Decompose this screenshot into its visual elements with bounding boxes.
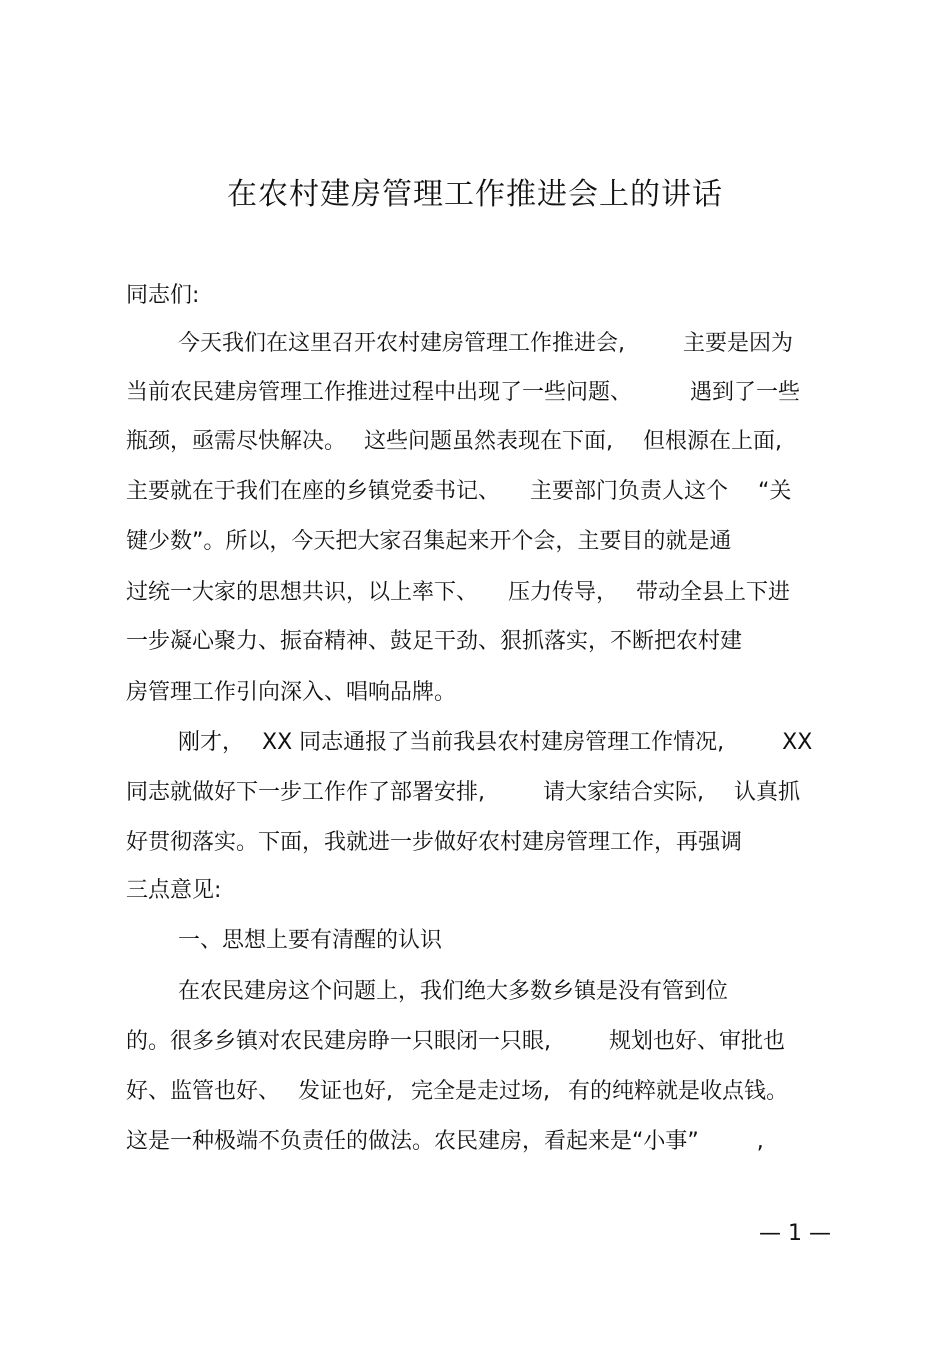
- salutation: 同志们:: [126, 283, 200, 308]
- text-segment: 瓶颈，亟需尽快解决。: [126, 429, 347, 454]
- paragraph-1-line-1: [178, 328, 793, 360]
- paragraph-3-line-4: [126, 1126, 764, 1158]
- paragraph-1-line-2: [126, 377, 800, 409]
- text-segment: 主要就在于我们在座的乡镇党委书记、: [126, 479, 501, 504]
- text-segment: 过统一大家的思想共识，以上率下、: [126, 580, 479, 605]
- text-segment: 主要是因为: [683, 331, 794, 356]
- paragraph-1-line-4: [126, 476, 791, 508]
- text-segment: XX 同志通报了当前我县农村建房管理工作情况,: [262, 730, 725, 755]
- text-segment: XX: [782, 730, 813, 755]
- paragraph-2-line-4: 三点意见:: [126, 878, 222, 903]
- text-segment: 有的纯粹就是收点钱。: [568, 1079, 789, 1104]
- text-segment: 当前农民建房管理工作推进过程中出现了一些问题、: [126, 380, 633, 405]
- document-title: 在农村建房管理工作推进会上的讲话: [227, 177, 723, 212]
- text-segment: 主要部门负责人这个: [530, 479, 729, 504]
- text-segment: 刚才，: [178, 730, 245, 755]
- text-segment: 的。很多乡镇对农民建房睁一只眼闭一只眼,: [126, 1029, 551, 1054]
- text-segment: “关: [758, 479, 792, 504]
- text-segment: 这是一种极端不负责任的做法。农民建房，看起来是“小事”: [126, 1129, 699, 1154]
- section-heading-1: 一、思想上要有清醒的认识: [178, 928, 443, 953]
- paragraph-2-line-1: [178, 727, 812, 759]
- text-segment: 同志就做好下一步工作作了部署安排,: [126, 780, 485, 805]
- text-segment: 带动全县上下进: [636, 580, 791, 605]
- paragraph-1-line-5: 键少数”。所以，今天把大家召集起来开个会，主要目的就是通: [126, 529, 732, 554]
- text-segment: 今天我们在这里召开农村建房管理工作推进会,: [178, 331, 625, 356]
- page-number: — 1 —: [759, 1221, 831, 1246]
- text-segment: 但根源在上面,: [643, 429, 783, 454]
- paragraph-1-line-7: 一步凝心聚力、振奋精神、鼓足干劲、狠抓落实，不断把农村建: [126, 629, 743, 654]
- text-segment: 好、监管也好、: [126, 1079, 281, 1104]
- text-segment: 遇到了一些: [690, 380, 801, 405]
- paragraph-1-line-6: [126, 577, 790, 609]
- text-segment: 这些问题虽然表现在下面,: [364, 429, 614, 454]
- text-segment: 完全是走过场,: [411, 1079, 551, 1104]
- paragraph-3-line-2: [126, 1026, 785, 1058]
- paragraph-2-line-3: 好贯彻落实。下面，我就进一步做好农村建房管理工作，再强调: [126, 830, 743, 855]
- text-segment: 规划也好、审批也: [609, 1029, 786, 1054]
- paragraph-1-line-3: [126, 426, 782, 458]
- text-segment: 请大家结合实际,: [543, 780, 704, 805]
- paragraph-3-line-3: [126, 1076, 788, 1108]
- paragraph-3-line-1: 在农民建房这个问题上，我们绝大多数乡镇是没有管到位: [178, 979, 729, 1004]
- text-segment: 发证也好,: [298, 1079, 394, 1104]
- text-segment: 认真抓: [734, 780, 801, 805]
- paragraph-2-line-2: [126, 777, 800, 809]
- paragraph-1-line-8: 房管理工作引向深入、唱响品牌。: [126, 680, 457, 705]
- text-segment: ,: [756, 1129, 764, 1154]
- text-segment: 压力传导，: [508, 580, 619, 605]
